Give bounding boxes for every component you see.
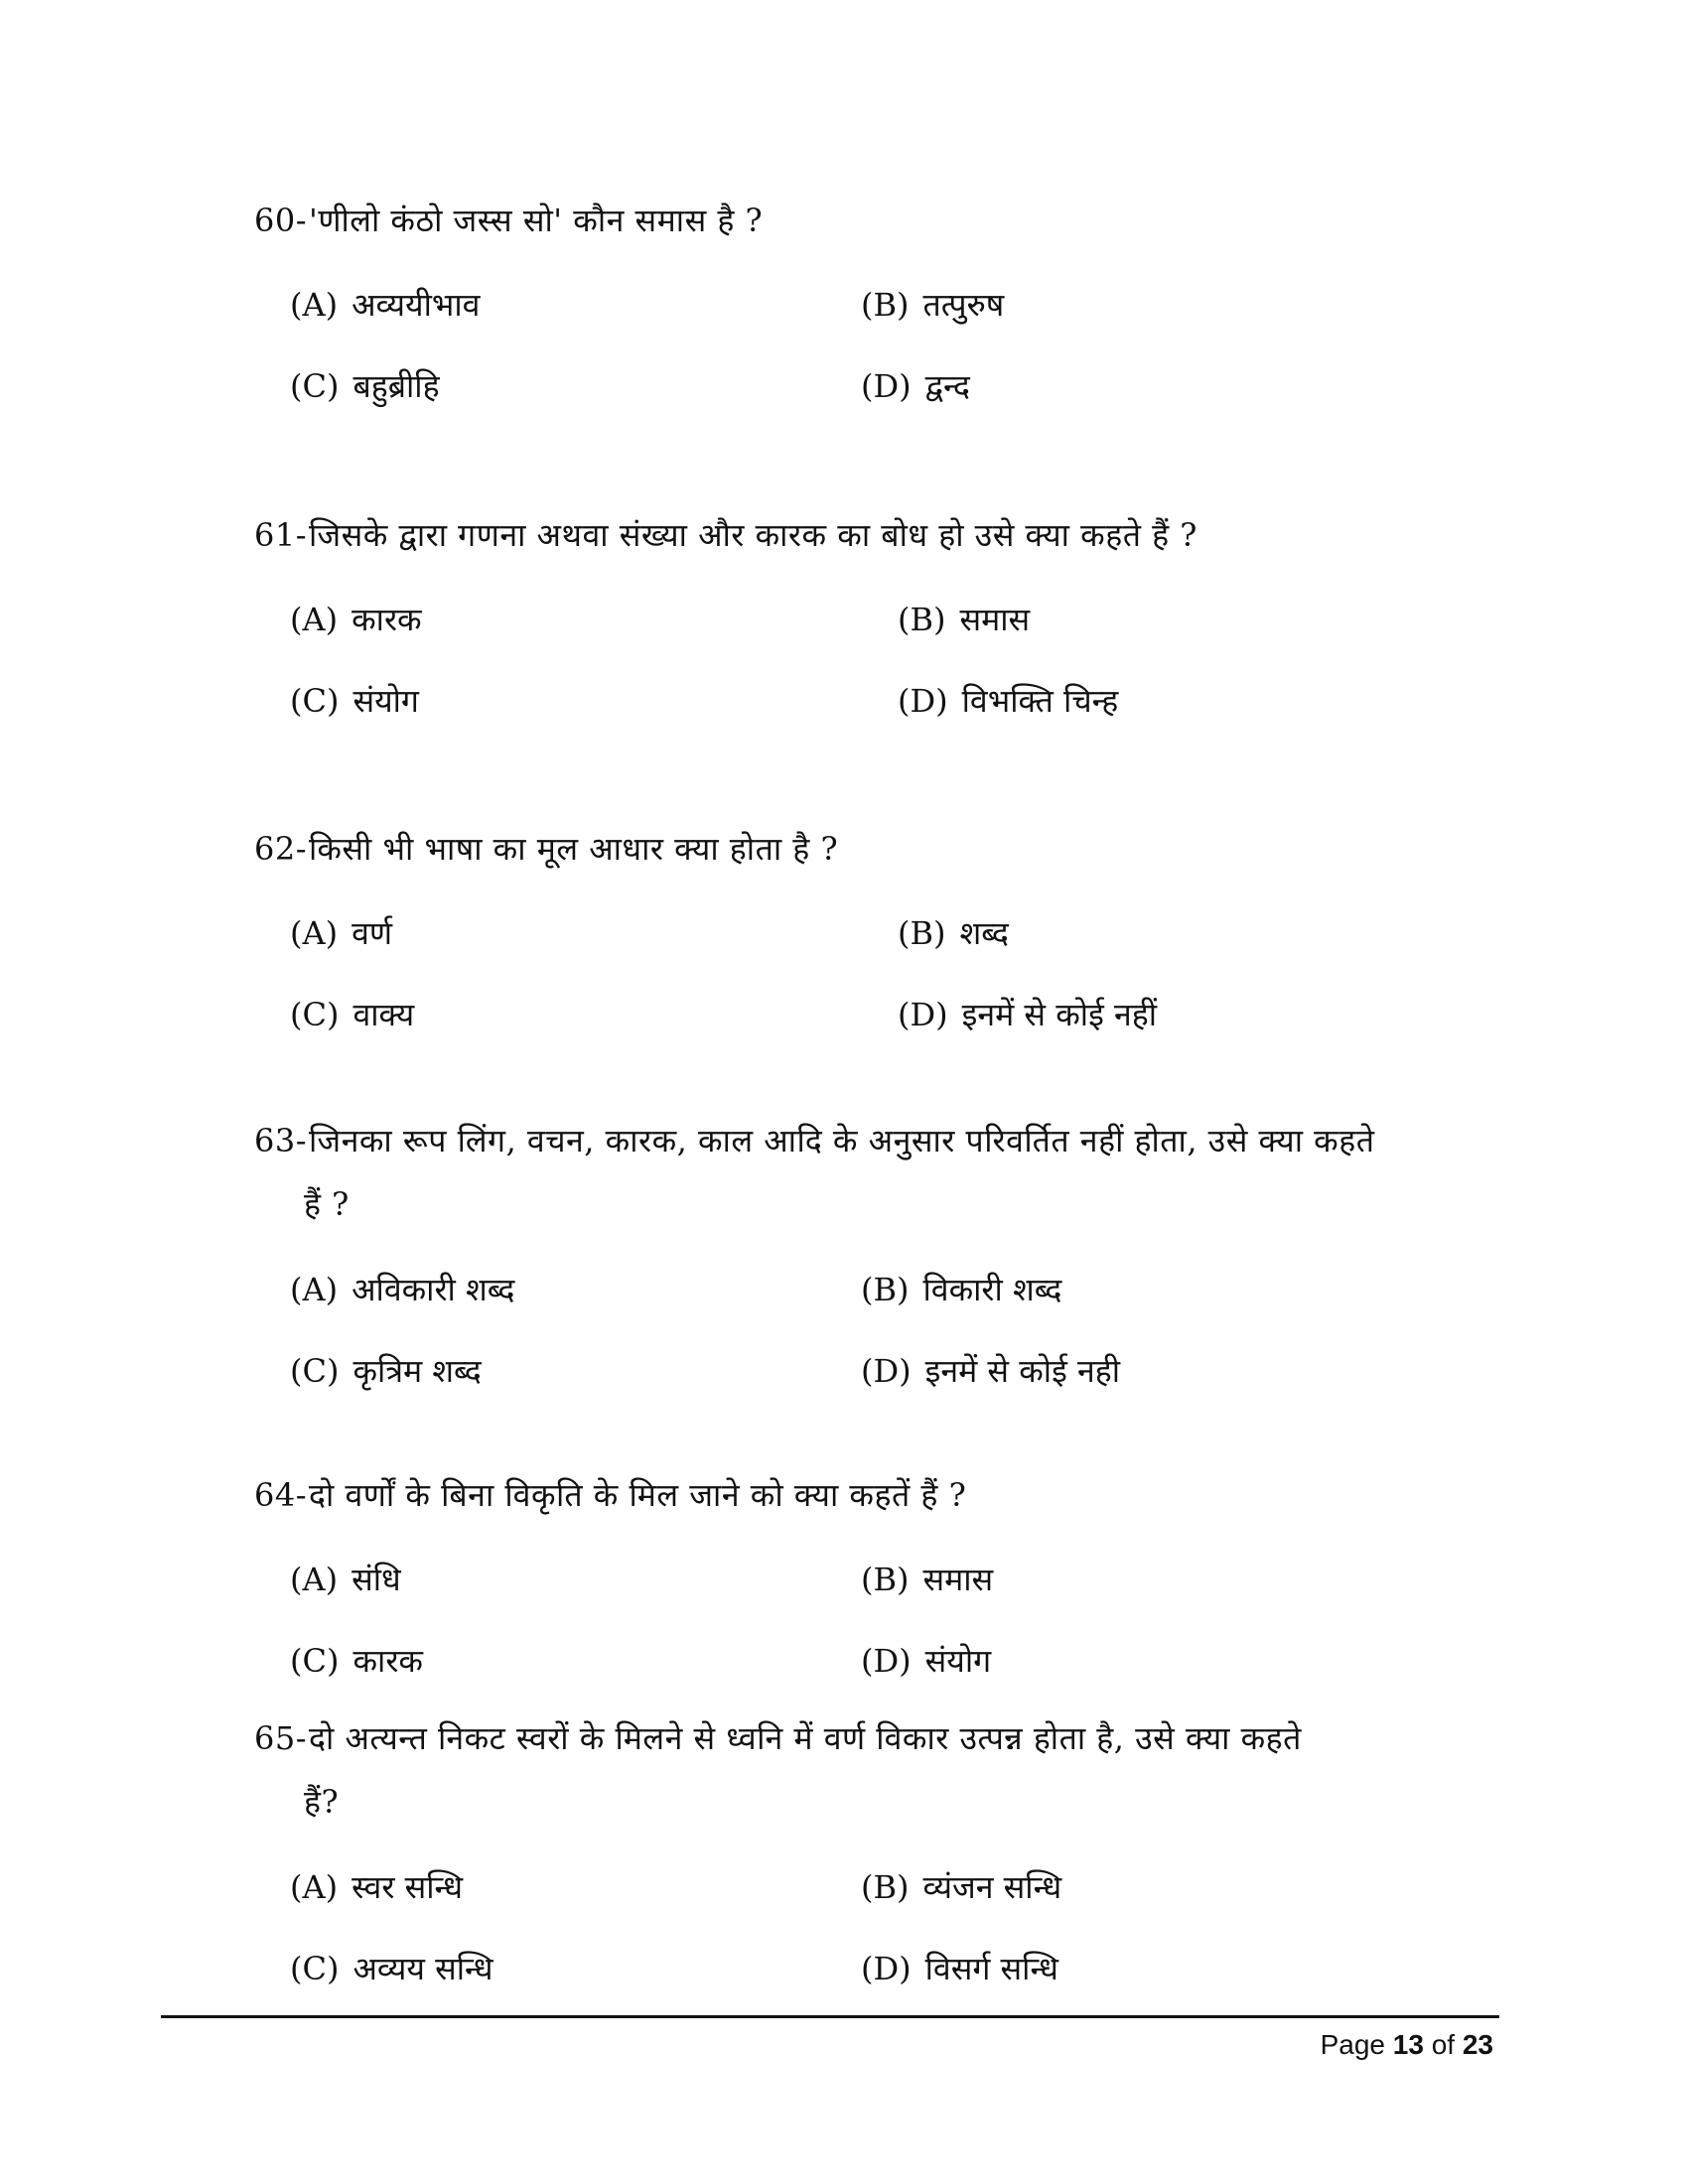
option-label: (C) — [290, 1950, 340, 1987]
option-c[interactable] — [290, 1949, 493, 1988]
question-65 — [254, 1706, 1485, 1834]
option-c[interactable] — [290, 1351, 482, 1391]
option-label: (C) — [290, 682, 340, 720]
option-label: (C) — [290, 367, 340, 405]
option-text: संधि — [352, 1561, 401, 1598]
option-b[interactable] — [861, 1560, 993, 1599]
option-c[interactable] — [290, 1641, 423, 1681]
option-label: (A) — [290, 601, 339, 638]
option-text: संयोग — [924, 1642, 992, 1680]
option-label: (C) — [290, 996, 340, 1033]
option-label: (A) — [290, 286, 339, 324]
option-label: (C) — [290, 1642, 340, 1680]
question-number: 61- — [254, 516, 308, 554]
option-label: (C) — [290, 1352, 340, 1390]
option-text: बहुब्रीहि — [352, 367, 440, 405]
option-label: (B) — [861, 1271, 910, 1308]
total-pages: 23 — [1462, 2029, 1493, 2060]
option-text: समास — [959, 601, 1031, 638]
option-c[interactable] — [290, 366, 440, 406]
question-number: 63- — [254, 1122, 308, 1160]
option-label: (A) — [290, 914, 339, 952]
option-a[interactable] — [290, 1867, 463, 1907]
option-label: (A) — [290, 1271, 339, 1308]
option-a[interactable] — [290, 1560, 401, 1599]
question-number: 65- — [254, 1719, 308, 1757]
option-text: स्वर सन्धि — [352, 1868, 464, 1906]
question-number: 64- — [254, 1476, 308, 1514]
option-label: (B) — [861, 1868, 910, 1906]
option-label: (D) — [861, 1352, 912, 1390]
option-d[interactable] — [898, 681, 1118, 721]
option-text: कारक — [352, 1642, 423, 1680]
page-label: Page — [1320, 2029, 1385, 2060]
option-b[interactable] — [861, 1270, 1061, 1309]
option-label: (D) — [861, 1642, 912, 1680]
option-text: शब्द — [959, 914, 1009, 952]
question-text: जिसके द्वारा गणना अथवा संख्या और कारक का बोध हो उसे क्या कहते हैं ? — [309, 516, 1197, 554]
option-d[interactable] — [861, 1351, 1120, 1391]
option-text: अव्ययीभाव — [352, 286, 481, 324]
option-b[interactable] — [861, 1867, 1061, 1907]
option-text: विभक्ति चिन्ह — [961, 682, 1119, 720]
question-62 — [254, 817, 1485, 881]
option-a[interactable] — [290, 600, 422, 639]
option-text: व्यंजन सन्धि — [922, 1868, 1062, 1906]
question-text: 'णीलो कंठो जस्स सो' कौन समास है ? — [309, 202, 764, 239]
question-text: जिनका रूप लिंग, वचन, कारक, काल आदि के अनुसार परिवर्तित नहीं होता, उसे क्या कहते — [309, 1122, 1375, 1160]
option-text: अव्यय सन्धि — [352, 1950, 493, 1987]
question-64 — [254, 1463, 1485, 1527]
option-text: कारक — [352, 601, 422, 638]
option-text: कृत्रिम शब्द — [352, 1352, 482, 1390]
option-a[interactable] — [290, 913, 392, 953]
option-label: (D) — [898, 682, 948, 720]
question-number: 62- — [254, 830, 308, 868]
option-label: (B) — [861, 1561, 910, 1598]
option-text: संयोग — [352, 682, 419, 720]
current-page: 13 — [1392, 2029, 1424, 2060]
option-text: अविकारी शब्द — [352, 1271, 515, 1308]
option-text: तत्पुरुष — [922, 286, 1005, 324]
option-b[interactable] — [861, 285, 1004, 325]
option-text: विसर्ग सन्धि — [924, 1950, 1058, 1987]
option-text: समास — [922, 1561, 994, 1598]
question-text-continuation: हैं ? — [304, 1185, 350, 1223]
option-text: वाक्य — [352, 996, 415, 1033]
option-a[interactable] — [290, 1270, 514, 1309]
option-text: विकारी शब्द — [922, 1271, 1062, 1308]
option-label: (B) — [861, 286, 910, 324]
option-label: (D) — [861, 1950, 912, 1987]
option-d[interactable] — [898, 995, 1157, 1034]
footer-divider — [161, 2015, 1499, 2018]
option-label: (A) — [290, 1561, 339, 1598]
question-text-continuation: हैं? — [304, 1783, 340, 1821]
option-c[interactable] — [290, 681, 419, 721]
option-text: इनमें से कोई नही — [924, 1352, 1120, 1390]
option-c[interactable] — [290, 995, 414, 1034]
page-number — [1321, 2029, 1493, 2061]
option-text: द्वन्द — [924, 367, 970, 405]
option-d[interactable] — [861, 1949, 1058, 1988]
page-of-label: of — [1431, 2029, 1456, 2060]
option-d[interactable] — [861, 1641, 991, 1681]
question-63 — [254, 1109, 1485, 1236]
question-text: दो अत्यन्त निकट स्वरों के मिलने से ध्वनि में वर्ण विकार उत्पन्न होता है, उसे क्या कहते — [309, 1719, 1302, 1757]
question-61 — [254, 503, 1485, 567]
question-text: किसी भी भाषा का मूल आधार क्या होता है ? — [309, 830, 839, 868]
option-b[interactable] — [898, 913, 1009, 953]
question-number: 60- — [254, 202, 308, 239]
option-text: इनमें से कोई नहीं — [961, 996, 1157, 1033]
option-d[interactable] — [861, 366, 970, 406]
option-label: (A) — [290, 1868, 339, 1906]
question-text: दो वर्णों के बिना विकृति के मिल जाने को क्या कहतें हैं ? — [309, 1476, 967, 1514]
question-60 — [254, 189, 1485, 252]
option-text: वर्ण — [352, 914, 393, 952]
option-label: (B) — [898, 601, 946, 638]
option-label: (D) — [898, 996, 948, 1033]
option-b[interactable] — [898, 600, 1030, 639]
option-label: (B) — [898, 914, 946, 952]
option-a[interactable] — [290, 285, 480, 325]
option-label: (D) — [861, 367, 912, 405]
